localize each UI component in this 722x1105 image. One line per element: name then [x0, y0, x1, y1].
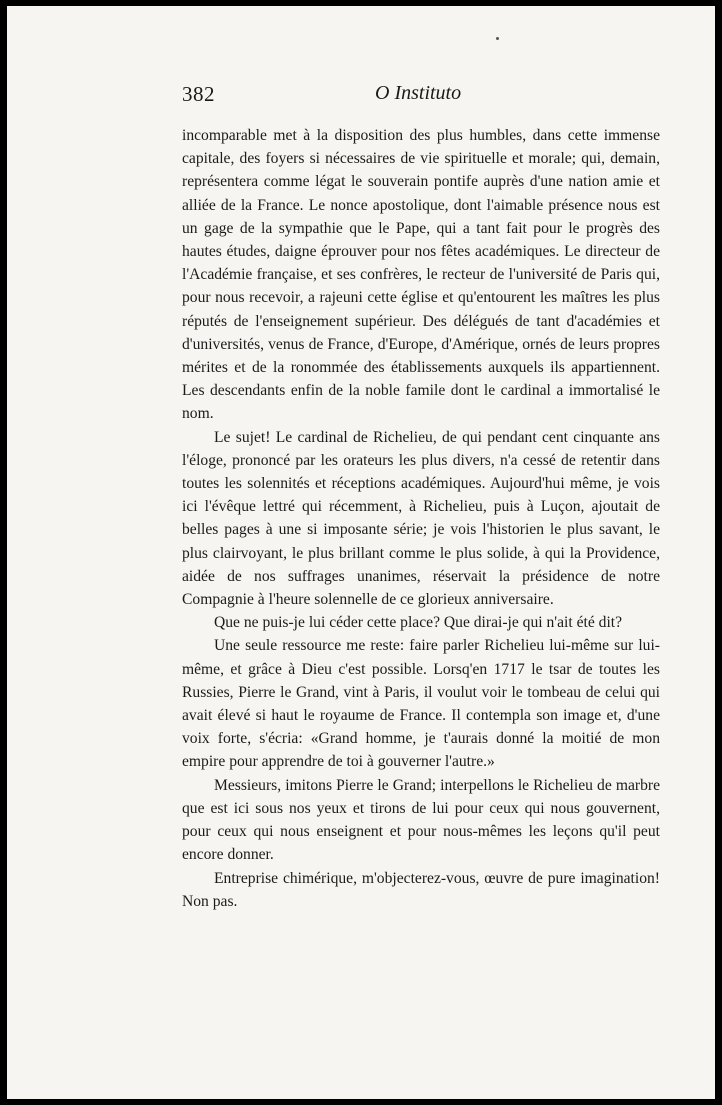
page-number: 382	[182, 82, 215, 106]
body-text	[182, 124, 660, 913]
page-header	[182, 78, 660, 108]
running-title: O Instituto	[375, 82, 462, 104]
paragraph-continuation: incomparable met à la disposition des plus humbles, dans cette immense capitale, des foyers si nécessaires de vie spirituelle et morale; qui, demain, représentera comme légat le souverain pontife auprès d'une nation amie et alliée de la France. Le nonce apostolique, dont l'aimable présence nous est un gage de la sympathie que le Pape, qui a tant fait pour le progrès des hautes études, daigne éprouver pour nos fêtes académiques. Le directeur de l'Académie française, et ses confrères, le recteur de l'université de Paris qui, pour nous recevoir, a rajeuni cette église et qu'entourent les maîtres les plus réputés de l'enseignement supérieur. Des délégués de tant d'académies et d'universités, venus de France, d'Europe, d'Amérique, ornés de leurs propres mérites et de la ronommée des établissements auxquels ils appartiennent. Les descendants enfin de la noble famile dont le cardinal a immortalisé le nom.	[182, 127, 660, 423]
paragraph-pierre-le-grand: Une seule ressource me reste: faire parler Richelieu lui-même sur lui-même, et grâce à Dieu c'est possible. Lorsq'en 1717 le tsar de toutes les Russies, Pierre le Grand, vint à Paris, il voulut voir le tombeau de celui qui avait élevé si haut le royaume de France. Il contempla son image et, d'une voix forte, s'écria: «Grand homme, je t'aurais donné la moitié de mon empire pour apprendre de toi à gouverner l'autre.»	[182, 637, 660, 771]
print-speck	[496, 37, 499, 40]
document-page	[7, 6, 715, 1099]
paragraph-question: Que ne puis-je lui céder cette place? Que dirai-je qui n'ait été dit?	[214, 614, 623, 632]
paragraph-messieurs: Messieurs, imitons Pierre le Grand; interpellons le Richelieu de marbre que est ici sous nos yeux et tirons de lui pour ceux qui nous gouvernent, pour ceux qui nous enseignent et pour nous-mêmes les leçons qu'il peut encore donner.	[182, 776, 660, 864]
paragraph-entreprise: Entreprise chimérique, m'objecterez-vous, œuvre de pure imagination! Non pas.	[182, 869, 660, 910]
paragraph-le-sujet: Le sujet! Le cardinal de Richelieu, de qui pendant cent cinquante ans l'éloge, prononcé par les orateurs les plus divers, n'a cessé de retentir dans toutes les solennités et réceptions académiques. Aujourd'hui même, je vois ici l'évêque lettré qui récemment, à Richelieu, puis à Luçon, ajoutait de belles pages à une si imposante série; je vois l'historien le plus savant, le plus clairvoyant, le plus brillant comme le plus solide, à qui la Providence, aidée de nos suffrages unanimes, réservait la présidence de notre Compagnie à l'heure solennelle de ce glorieux anniversaire.	[182, 428, 660, 609]
